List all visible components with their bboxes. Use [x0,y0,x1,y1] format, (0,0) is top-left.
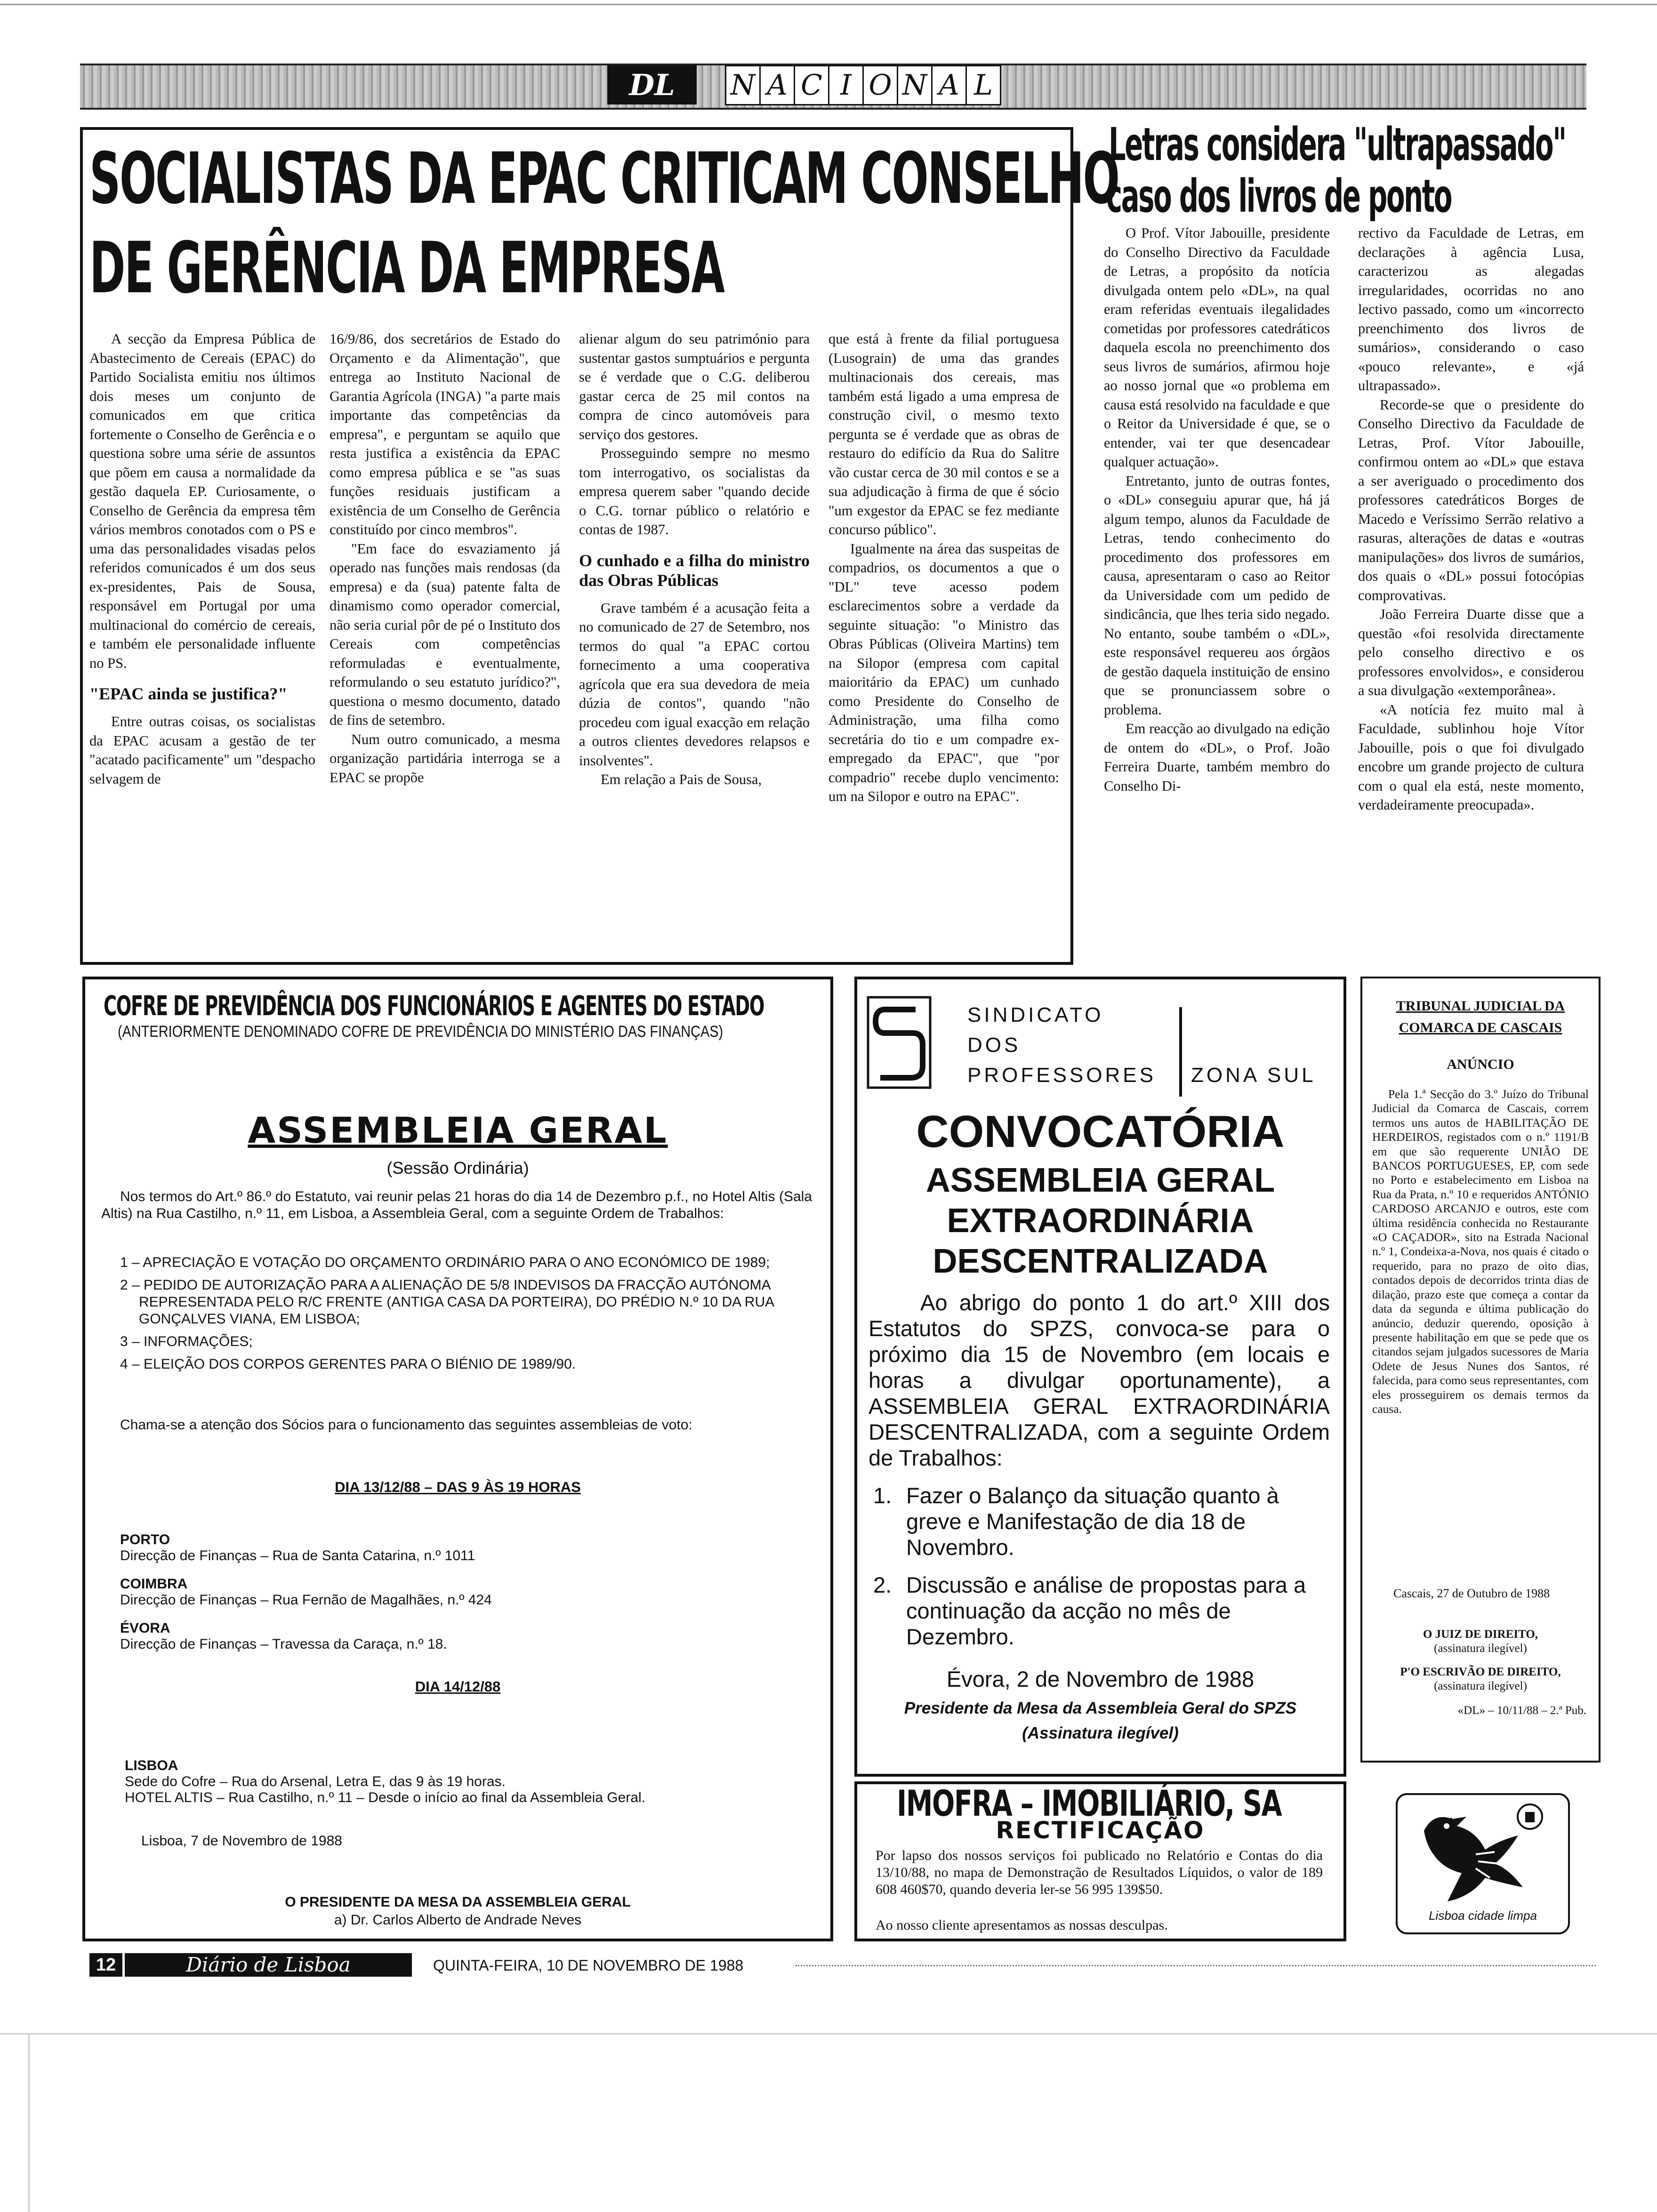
paragraph: «A notícia fez muito mal à Faculdade, sublinhou hoje Vítor Jabouille, pois o que foi divulgado encobre um grande projecto de cultura com o qual ela está, neste momento, verdadeiramente preocupada». [1358,701,1584,813]
agenda-item: 4 – ELEIÇÃO DOS CORPOS GERENTES PARA O BIÉNIO DE 1989/90. [120,1356,576,1372]
main-headline-line1: SOCIALISTAS DA EPAC CRITICAM CONSELHO [89,138,1119,220]
item-number: 2. [873,1572,892,1597]
spzs-subtitle: ASSEMBLEIA GERAL [925,1162,1275,1199]
section-letter: L [965,65,1001,105]
tribunal-title-line: TRIBUNAL JUDICIAL DA [1396,998,1565,1014]
section-letter: A [759,65,795,105]
location-label: PORTO [120,1532,170,1547]
tribunal-clerk-signature: (assinatura ilegível) [1434,1680,1527,1692]
section-letter: I [828,65,864,105]
bird-icon [1405,1798,1560,1906]
location-text: Sede do Cofre – Rua do Arsenal, Letra E, das 9 às 19 horas. [125,1774,506,1789]
paragraph: Prosseguindo sempre no mesmo tom interrogativo, os socialistas da empresa querem saber "quando decide o C.G. tornar público o relatório e contas de 1987. [579,445,810,537]
cofre-date1: DIA 13/12/88 – DAS 9 ÀS 19 HORAS [335,1479,581,1495]
tribunal-title-line: COMARCA DE CASCAIS [1399,1020,1562,1035]
tribunal-pub: «DL» – 10/11/88 – 2.ª Pub. [1457,1704,1586,1717]
footer-date: QUINTA-FEIRA, 10 DE NOVEMBRO DE 1988 [433,1957,744,1974]
agenda-item: 1 – APRECIAÇÃO E VOTAÇÃO DO ORÇAMENTO ORDINÁRIO PARA O ANO ECONÓMICO DE 1989; [120,1255,770,1270]
spzs-title: CONVOCATÓRIA [916,1106,1285,1157]
paragraph: Em relação a Pais de Sousa, [601,771,762,787]
cofre-signature-name: a) Dr. Carlos Alberto de Andrade Neves [334,1912,582,1928]
spzs-place-date: Évora, 2 de Novembro de 1988 [946,1667,1255,1691]
agenda-item: 3 – INFORMAÇÕES; [120,1334,253,1349]
main-article-col1 [89,329,315,788]
paragraph: que está à frente da filial portuguesa (Lusograin) de uma das grandes multinacionais dos cereais, mas também está ligado a uma empresa de construção civil, o mesmo texto pergunta se é verdade que as obras de restauro do edifício da Rua do Salitre vão custar cerca de 30 mil contos e se a sua adjudicação à firma de que é sócio "um exgestor da EPAC se fez mediante concurso público". [828,331,1059,537]
spzs-logo-zone: ZONA SUL [1191,1064,1316,1087]
letras-headline-line2: caso dos livros de ponto [1106,170,1452,223]
spzs-subtitle: EXTRAORDINÁRIA [947,1202,1254,1240]
tribunal-judge-signature: (assinatura ilegível) [1434,1642,1527,1655]
left-edge-line [28,2033,30,2212]
tribunal-heading: ANÚNCIO [1447,1057,1514,1072]
paragraph: rectivo da Faculdade de Letras, em declarações à agência Lusa, caracterizou as alegadas irregularidades, ocorridas no ano lectivo passado, como um «incorrecto preenchimento dos livros de sumários», considerando o caso «pouco relevante», e «já ultrapassado». [1358,225,1584,393]
imofra-apology: Ao nosso cliente apresentamos as nossas desculpas. [876,1917,1168,1933]
paragraph: 16/9/86, dos secretários de Estado do Orçamento e da Alimentação", que entrega ao Instituto Nacional de Garantia Agrícola (INGA) "a parte mais importante das competências da empresa", e perguntam se aquilo que resta justifica a existência da EPAC como empresa pública e se "as suas funções residuais justificam a existência de um Conselho de Gerência constituído por cinco membros". [330,331,560,537]
paragraph: Em reacção ao divulgado na edição de ontem do «DL», o Prof. João Ferreira Duarte, também membro do Conselho Di- [1104,721,1330,794]
paragraph: alienar algum do seu património para sustentar gastos sumptuários e pergunta se é verdade que o C.G. deliberou gastar cerca de 25 mil contos na compra de cinco automóveis para serviço dos gestores. [579,331,810,442]
cofre-intro: Nos termos do Art.º 86.º do Estatuto, vai reunir pelas 21 horas do dia 14 de Dezembro p.f., no Hotel Altis (Sala Altis) na Rua Castilho, n.º 11, em Lisboa, a Assembleia Geral, com a seguinte Ordem de Trabalhos: [101,1189,812,1221]
location-label: COIMBRA [120,1576,188,1592]
paragraph: Igualmente na área das suspeitas de compadrios, os documentos a que o "DL" teve acesso podem esclarecimentos sobre a verdade da seguinte situação: "o Ministro das Obras Públicas (Oliveira Martins) tem na Silopor (empresa com capital maioritário da EPAC) um cunhado como Presidente do Conselho de Administração, uma filha como secretária do tio e um compadre ex-empregado da EPAC", que "por compadrio" recebe duplo vencimento: um na Silopor e outro na EPAC". [828,540,1059,804]
imofra-subtitle: RECTIFICAÇÃO [996,1817,1205,1844]
spzs-signature: Presidente da Mesa da Assembleia Geral do SPZS [904,1699,1297,1717]
spzs-illegible: (Assinatura ilegível) [1022,1724,1179,1742]
bottom-edge-line [0,2033,1657,2035]
imofra-body: Por lapso dos nossos serviços foi publicado no Relatório e Contas do dia 13/10/88, no mapa de Demonstração de Resultados Líquidos, o valor de 189 608 460$70, quando deveria ler-se 56 995 139$50. [876,1848,1323,1897]
paragraph: Entre outras coisas, os socialistas da EPAC acusam a gestão de ter "acatado pacificamente" um "despacho selvagem de [89,713,315,787]
paragraph: "Em face do esvaziamento já operado nas funções mais rendosas (da empresa) e da (sua) patente falta de dinamismo como operador comercial, não seria curial pôr de pé o Instituto dos Cereais com competências reformuladas e eventualmente, reformulando o seu estatuto jurídico?", questiona o mesmo documento, datado de fins de setembro. [330,540,560,728]
spzs-subtitles [854,1160,1346,1282]
spzs-logo-line: SINDICATO [967,1003,1104,1026]
letras-col2 [1358,224,1584,815]
cofre-place-date: Lisboa, 7 de Novembro de 1988 [141,1833,342,1849]
spzs-logo-text [967,1000,1156,1090]
location-label: ÉVORA [120,1620,170,1636]
footer-masthead: Diário de Lisboa [125,1953,412,1977]
spzs-logo-line: DOS [967,1034,1021,1057]
paragraph: Entretanto, junto de outras fontes, o «DL» conseguiu apurar que, há já algum tempo, alunos da Faculdade de Letras, tendo conhecimento do procedimento dos professores em causa, apresentaram o caso ao Reitor da Universidade com um pedido de sindicância, que lhes teria sido negado. No entanto, soube também o «DL», este responsável requereu aos órgãos de gestão daquela instituição de ensino que se pronunciassem sobre o problema. [1104,473,1330,718]
cofre-subtitle: (ANTERIORMENTE DENOMINADO COFRE DE PREVIDÊNCIA DO MINISTÉRIO DAS FINANÇAS) [118,1023,724,1041]
location-text: Direcção de Finanças – Rua de Santa Catarina, n.º 1011 [120,1548,475,1563]
tribunal-signatures [1360,1627,1601,1718]
item-text: Fazer o Balanço da situação quanto à greve e Manifestação de dia 18 de Novembro. [906,1483,1279,1560]
subheading: "EPAC ainda se justifica?" [89,684,288,703]
top-edge-line [0,4,1657,5]
lisboa-limpa-caption: Lisboa cidade limpa [1429,1908,1537,1923]
imofra-title: IMOFRA – IMOBILIÁRIO, SA [897,1782,1282,1824]
location-text: Direcção de Finanças – Travessa da Caraça, n.º 18. [120,1636,447,1652]
paragraph: Grave também é a acusação feita a no comunicado de 27 de Setembro, nos termos do qual "a EPAC cortou fornecimento a uma cooperativa agrícola que era sua devedora de meia dúzia de contos", quando "não procedeu com igual exacção em relação a outros clientes devedores relapsos e insolventes". [579,600,810,769]
spzs-item-1 [873,1483,1325,1560]
spzs-logo-icon [866,995,932,1090]
cofre-date2: DIA 14/12/88 [415,1678,501,1695]
footer-page-number: 12 [89,1953,122,1977]
paragraph: Num outro comunicado, a mesma organização partidária interroga se a EPAC se propõe [330,731,560,785]
location-label: LISBOA [125,1758,178,1773]
letras-col1 [1104,224,1330,795]
tribunal-clerk: P'O ESCRIVÃO DE DIREITO, [1400,1666,1561,1678]
tribunal-title [1360,995,1601,1039]
main-article-col4 [828,329,1059,806]
paragraph: O Prof. Vítor Jabouille, presidente do Conselho Directivo da Faculdade de Letras, a propósito da notícia divulgada ontem pelo «DL», na qual eram referidas eventuais ilegalidades cometidas por professores catedráticos daquela escola no preenchimento dos seus livros de sumários, afirmou hoje ao nosso jornal que «o problema em causa está resolvido na faculdade e que o Reitor da Universidade é que, se o entender, vai ter que desencadear qualquer actuação». [1104,225,1330,470]
spzs-body: Ao abrigo do ponto 1 do art.º XIII dos Estatutos do SPZS, convoca-se para o próximo dia 15 de Novembro (em locais e horas a divulgar oportunamente), a ASSEMBLEIA GERAL EXTRAORDINÁRIA DESCENTRALIZADA, com a seguinte Ordem de Trabalhos: [869,1290,1330,1470]
tribunal-judge: O JUIZ DE DIREITO, [1423,1628,1538,1641]
section-title-nacional [725,65,1000,104]
item-number: 1. [873,1483,892,1508]
section-letter: A [931,65,967,105]
spzs-logo-line: PROFESSORES [967,1064,1156,1087]
letras-headline-line1: Letras considera "ultrapassado" [1109,118,1566,171]
subheading: O cunhado e a filha do ministro das Obras Públicas [579,551,810,590]
cofre-heading: ASSEMBLEIA GERAL [248,1109,668,1151]
item-text: Discussão e análise de propostas para a continuação da acção no mês de Dezembro. [906,1572,1306,1649]
spzs-subtitle: DESCENTRALIZADA [933,1242,1268,1280]
dl-logo: DL [607,65,697,104]
cofre-attention: Chama-se a atenção dos Sócios para o funcionamento das seguintes assembleias de voto: [120,1417,692,1433]
section-letter: N [897,65,933,105]
main-headline-line2: DE GERÊNCIA DA EMPRESA [89,227,724,309]
location-text: HOTEL ALTIS – Rua Castilho, n.º 11 – Desde o início ao final da Assembleia Geral. [125,1790,645,1805]
tribunal-date: Cascais, 27 de Outubro de 1988 [1393,1587,1550,1600]
spzs-item-2 [873,1572,1325,1650]
section-letter: N [725,65,761,105]
tribunal-body: Pela 1.ª Secção do 3.º Juízo do Tribunal Judicial da Comarca de Cascais, correm termos uns autos de HABILITAÇÃO DE HERDEIROS, registados com o n.º 1191/B em que são requerente UNIÃO DE BANCOS PORTUGUESES, EP, com sede no Porto e estabelecimento em Lisboa na Rua da Prata, n.º 10 e requeridos ANTÓNIO CARDOSO ARCANJO e outros, este com última residência conhecida no Restaurante «O CAÇADOR», sito na Estrada Nacional n.º 1, Condeixa-a-Nova, nos quais é citado o requerido, para no prazo de oito dias, contados depois de decorridos trinta dias de dilação, prazo este que começa a contar da data da segunda e última publicação do anúncio, deduzir querendo, oposição à presente habilitação em que se pede que os citandos sejam julgados sucessores de Maria Odete de Jesus Nunes dos Santos, ré falecida, para como seus representantes, com eles prosseguirem os demais termos da causa. [1372,1087,1589,1416]
section-letter: C [794,65,829,105]
paragraph: João Ferreira Duarte disse que a questão «foi resolvida directamente pelo conselho directivo e os professores envolvidos», e considerou a sua divulgação «extemporânea». [1358,606,1584,698]
cofre-locations [120,1532,779,1652]
agenda-item: 2 – PEDIDO DE AUTORIZAÇÃO PARA A ALIENAÇÃO DE 5/8 INDEVISOS DA FRACÇÃO AUTÓNOMA REPRESENTADA PELO R/C FRENTE (ANTIGA CASA DA PORTEIRA), DO PRÉDIO N.º 10 DA RUA GONÇALVES VIANA, EM LISBOA; [120,1277,774,1327]
spzs-logo-divider [1179,1007,1182,1097]
cofre-title: COFRE DE PREVIDÊNCIA DOS FUNCIONÁRIOS E AGENTES DO ESTADO [104,990,764,1022]
footer-rule [796,1965,1596,1966]
section-letter: O [862,65,898,105]
cofre-agenda [120,1254,812,1378]
location-text: Direcção de Finanças – Rua Fernão de Magalhães, n.º 424 [120,1592,492,1608]
cofre-signature-title: O PRESIDENTE DA MESA DA ASSEMBLEIA GERAL [285,1894,631,1910]
paragraph: Recorde-se que o presidente do Conselho Directivo da Faculdade de Letras, Prof. Vítor Jabouille, confirmou ontem ao «DL» que estava a ser averiguado o procedimento dos professores catedráticos Borges de Macedo e Veríssimo Serrão relativo a rasuras, alterações de datas e «outras manipulações» dos livros de sumários, dos quais o «DL» possui fotocópias comprovativas. [1358,396,1584,603]
main-article-col3 [579,329,810,789]
cofre-lisboa [125,1758,807,1806]
main-article-col2 [330,329,560,787]
cofre-session: (Sessão Ordinária) [386,1158,529,1178]
paragraph: A secção da Empresa Pública de Abastecimento de Cereais (EPAC) do Partido Socialista emitiu nos últimos dois meses um conjunto de comunicados em que critica fortemente o Conselho de Gerência e o questiona sobre uma série de assuntos que põem em causa a normalidade da gestão daquela EP. Curiosamente, o Conselho de Gerência da empresa têm vários membros conotados com o PS e uma das personalidades visadas pelos referidos comunicados é um dos seus ex-presidentes, Pais de Sousa, responsável em Portugal por uma multinacional do comércio de cereais, e também ele personalidade influente no PS. [89,331,315,671]
